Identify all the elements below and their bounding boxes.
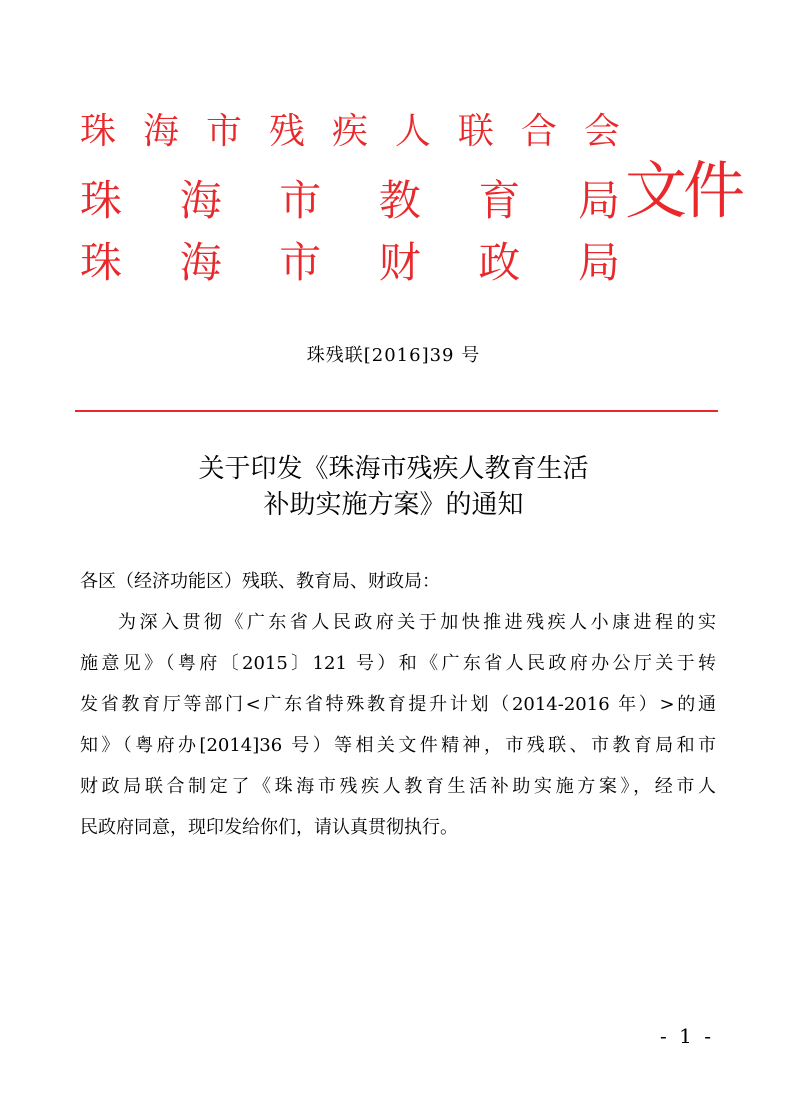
issuer-char: 海 [142,111,179,152]
issuer-line-education-bureau [80,176,620,226]
issuer-char: 会 [583,111,620,152]
issuer-char: 海 [179,238,222,287]
document-number: 珠残联[2016]39 号 [306,345,481,366]
notice-title-line-2: 补助实施方案》的通知 [263,490,524,520]
body-line: 财政局联合制定了《珠海市残疾人教育生活补助实施方案》，经市人 [80,776,716,797]
issuer-char: 政 [478,238,521,287]
issuer-char: 联 [457,111,494,152]
issuer-char: 合 [520,111,557,152]
issuer-char: 疾 [331,111,368,152]
page-number: - 1 - [660,1024,714,1048]
body-line: 施意见》（粤府〔2015〕121 号）和《广东省人民政府办公厅关于转 [80,653,716,674]
issuer-char: 市 [205,111,242,152]
red-divider [75,410,718,412]
body-line: 为深入贯彻《广东省人民政府关于加快推进残疾人小康进程的实 [118,612,716,633]
issuer-char: 教 [378,176,421,225]
issuer-char: 珠 [80,176,123,225]
notice-title-line-1: 关于印发《珠海市残疾人教育生活 [198,454,589,484]
body-line: 发省教育厅等部门<广东省特殊教育提升计划（2014-2016 年）>的通 [80,694,716,715]
issuer-line-finance-bureau [80,238,620,288]
body-line: 民政府同意，现印发给你们，请认真贯彻执行。 [80,817,458,838]
document-suffix: 文件 [625,154,742,227]
issuer-char: 育 [478,176,521,225]
issuer-char: 珠 [80,238,123,287]
issuer-char: 市 [279,176,322,225]
issuer-char: 珠 [80,111,117,152]
issuer-char: 局 [577,238,620,287]
body-line: 知》（粤府办[2014]36 号）等相关文件精神，市残联、市教育局和市 [80,735,716,756]
recipient-line: 各区（经济功能区）残联、教育局、财政局： [80,571,440,592]
issuer-line-disabled-persons-federation [80,110,620,154]
issuer-char: 局 [577,176,620,225]
issuer-char: 残 [268,111,305,152]
issuer-char: 海 [179,176,222,225]
issuer-char: 市 [279,238,322,287]
issuer-char: 人 [394,111,431,152]
issuer-char: 财 [378,238,421,287]
